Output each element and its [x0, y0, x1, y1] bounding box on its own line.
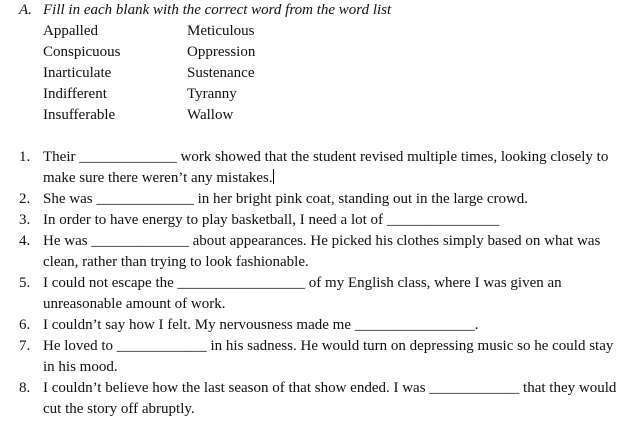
question-item[interactable] — [0, 147, 627, 189]
word-list-item: Appalled — [43, 23, 98, 39]
question-item[interactable] — [0, 378, 627, 420]
word-list-row — [43, 63, 303, 84]
question-list — [0, 147, 640, 420]
section-heading — [19, 0, 391, 21]
question-number: 6. — [19, 317, 31, 333]
word-list-item: Indifferent — [43, 86, 107, 102]
question-number: 2. — [19, 191, 31, 207]
question-number: 4. — [19, 233, 31, 249]
question-item[interactable] — [0, 273, 627, 315]
word-list-row — [43, 42, 303, 63]
question-text: She was _____________ in her bright pink coat, standing out in the large crowd. — [43, 191, 529, 207]
word-list-item: Sustenance — [187, 65, 255, 81]
question-item[interactable] — [0, 210, 627, 231]
question-text: I couldn’t believe how the last season of that show ended. I was ____________ that they would cut the story off abruptly. — [43, 380, 617, 417]
question-number: 7. — [19, 338, 31, 354]
question-text: He was _____________ about appearances. He picked his clothes simply based on what was clean, rather than trying to look fashionable. — [43, 233, 601, 270]
question-item[interactable] — [0, 336, 627, 378]
question-text: Their _____________ work showed that the student revised multiple times, looking closely to make sure there weren’t any mistakes. — [43, 149, 609, 186]
word-list-item: Inarticulate — [43, 65, 112, 81]
word-list-row — [43, 21, 303, 42]
word-list-item: Conspicuous — [43, 44, 121, 60]
section-marker: A. — [19, 2, 32, 18]
question-text: He loved to ____________ in his sadness. He would turn on depressing music so he could stay in his mood. — [43, 338, 614, 375]
word-list-row — [43, 105, 303, 126]
question-number: 3. — [19, 212, 31, 228]
question-item[interactable] — [0, 315, 627, 336]
word-list-item: Meticulous — [187, 23, 255, 39]
word-list-item: Wallow — [187, 107, 234, 123]
question-item[interactable] — [0, 231, 627, 273]
question-text: I couldn’t say how I felt. My nervousness made me ________________. — [43, 317, 479, 333]
word-list-item: Tyranny — [187, 86, 237, 102]
question-number: 8. — [19, 380, 31, 396]
word-list-item: Oppression — [187, 44, 256, 60]
section-instruction: Fill in each blank with the correct word from the word list — [43, 2, 392, 18]
question-text: I could not escape the _________________ of my English class, where I was given an unreasonable amount of work. — [43, 275, 562, 312]
text-cursor — [273, 169, 274, 184]
word-list — [43, 21, 303, 126]
question-number: 1. — [19, 149, 31, 165]
question-text: In order to have energy to play basketball, I need a lot of _______________ — [43, 212, 500, 228]
question-item[interactable] — [0, 189, 627, 210]
word-list-row — [43, 84, 303, 105]
word-list-item: Insufferable — [43, 107, 116, 123]
question-number: 5. — [19, 275, 31, 291]
